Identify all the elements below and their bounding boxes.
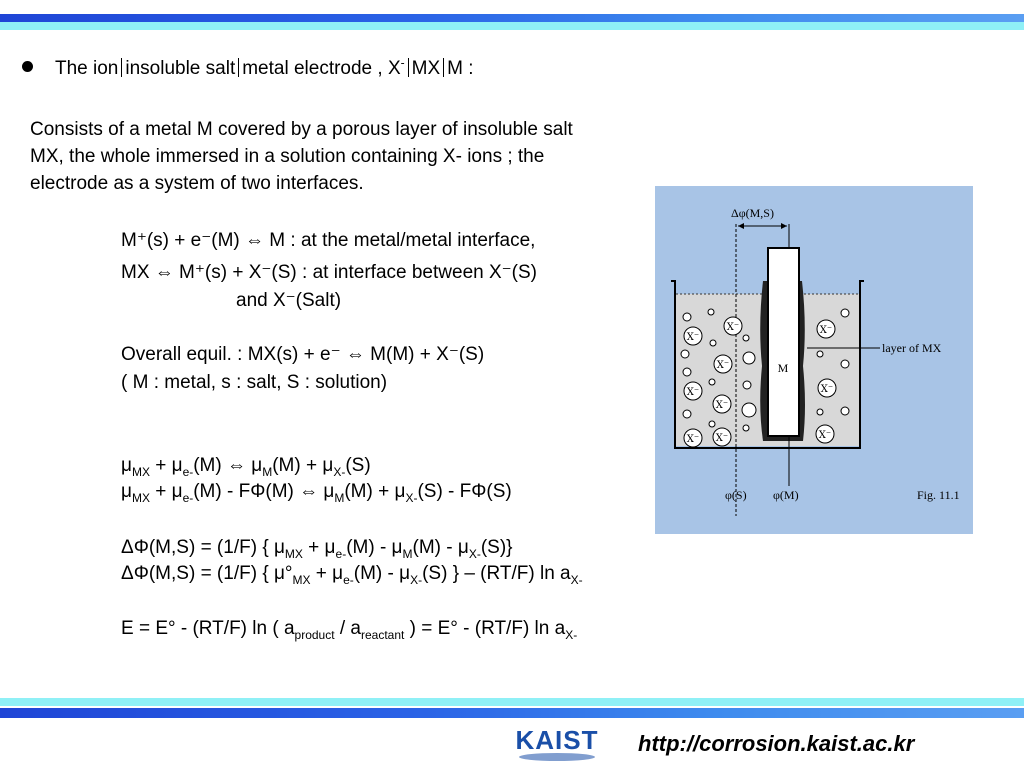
- heading-part-m: M :: [447, 58, 474, 79]
- layer-label: layer of MX: [882, 341, 942, 355]
- electrode-diagram: [655, 186, 973, 534]
- paragraph-line: electrode as a system of two interfaces.: [30, 173, 364, 194]
- figure-caption: Fig. 11.1: [917, 488, 960, 502]
- top-band-light: [0, 22, 1024, 30]
- bubble: [743, 335, 749, 341]
- ion-label: X⁻: [686, 332, 700, 343]
- bottom-band-light: [0, 698, 1024, 706]
- separator: [238, 58, 239, 77]
- bubble: [743, 381, 751, 389]
- metal-electrode: [768, 248, 799, 436]
- potential-equation-2: $\mu_{MX} + \mu_{e-}(M) - F\Phi(M)$ ⇔ $\mu_M(M) + \mu_{X-}(S) - F\Phi(S)$: [121, 481, 512, 505]
- equation-salt-interface-cont: and X⁻(Salt): [236, 290, 342, 311]
- equation-metal-interface: M⁺(s) + e⁻(M) ⇔ M : at the metal/metal interface,: [121, 230, 536, 251]
- bubble: [710, 340, 716, 346]
- bubble: [743, 425, 749, 431]
- logo-text: KAIST: [515, 725, 599, 755]
- top-band-dark: [0, 14, 1024, 22]
- ion-label: X⁻: [686, 387, 700, 398]
- bubble: [841, 360, 849, 368]
- nernst-equation: E = E° - (RT/F) ln ( $a_{product} / a_{reactant}$ ) = E° - (RT/F) $\ln a_{X-}$: [121, 618, 578, 642]
- bubble: [841, 309, 849, 317]
- paragraph-line: MX, the whole immersed in a solution containing X- ions ; the: [30, 146, 545, 167]
- ion-label: X⁻: [715, 400, 729, 411]
- paragraph-line: Consists of a metal M covered by a porous layer of insoluble salt: [30, 119, 573, 140]
- heading-part-salt: insoluble salt: [125, 58, 236, 79]
- bubble: [709, 421, 715, 427]
- bubble: [841, 407, 849, 415]
- bottom-band-dark: [0, 708, 1024, 718]
- bubble: [743, 352, 755, 364]
- bubble: [817, 409, 823, 415]
- ion-label: X⁻: [819, 325, 833, 336]
- electrode-figure: [655, 186, 973, 534]
- heading-superscript: -: [400, 55, 405, 70]
- description-paragraph: [30, 116, 573, 197]
- symbol-legend: ( M : metal, s : salt, S : solution): [121, 372, 388, 393]
- ion-label: X⁻: [820, 384, 834, 395]
- phi-m-label: φ(M): [773, 488, 799, 502]
- bubble: [683, 410, 691, 418]
- bubble: [681, 350, 689, 358]
- potential-difference-equation-2: ΔΦ(M,S) = (1/F) { $\mu^\circ_{MX} + \mu_{e-}(M) - \mu_{X-}(S)$ } – (RT/F) $\ln a_{X-}$: [121, 563, 583, 587]
- ion-label: X⁻: [716, 360, 730, 371]
- potential-difference-equation-1: ΔΦ(M,S) = (1/F) { $\mu_{MX} + \mu_{e-}(M) - \mu_M(M) - \mu_{X-}(S)$}: [121, 537, 513, 561]
- ion-label: X⁻: [726, 322, 740, 333]
- potential-difference-label: Δφ(M,S): [731, 206, 774, 220]
- bubble: [709, 379, 715, 385]
- bubble: [683, 368, 691, 376]
- separator: [443, 58, 444, 77]
- kaist-logo-mark: [507, 722, 607, 762]
- bubble: [683, 313, 691, 321]
- ion-label: X⁻: [686, 434, 700, 445]
- heading-part-ion: The ion: [55, 58, 119, 79]
- bullet-icon: [22, 61, 33, 72]
- heading-part-electrode: metal electrode , X: [242, 58, 401, 79]
- bubble: [708, 309, 714, 315]
- slide-heading: [55, 55, 474, 80]
- separator: [408, 58, 409, 77]
- heading-part-mx: MX: [411, 58, 441, 79]
- phi-s-label: φ(S): [725, 488, 747, 502]
- kaist-logo: [507, 722, 607, 762]
- bubble: [817, 351, 823, 357]
- equation-salt-interface: MX ⇔ M⁺(s) + X⁻(S) : at interface between X⁻(S): [121, 262, 538, 283]
- electrode-label: M: [777, 361, 789, 375]
- footer-url[interactable]: http://corrosion.kaist.ac.kr: [638, 731, 915, 756]
- bubble: [742, 403, 756, 417]
- ion-label: X⁻: [715, 433, 729, 444]
- ion-label: X⁻: [818, 430, 832, 441]
- separator: [121, 58, 122, 77]
- overall-equilibrium: Overall equil. : MX(s) + e⁻ ⇔ M(M) + X⁻(S): [121, 344, 485, 365]
- potential-equation-1: $\mu_{MX} + \mu_{e-}(M)$ ⇔ $\mu_M(M) + \mu_{X-}(S)$: [121, 455, 371, 479]
